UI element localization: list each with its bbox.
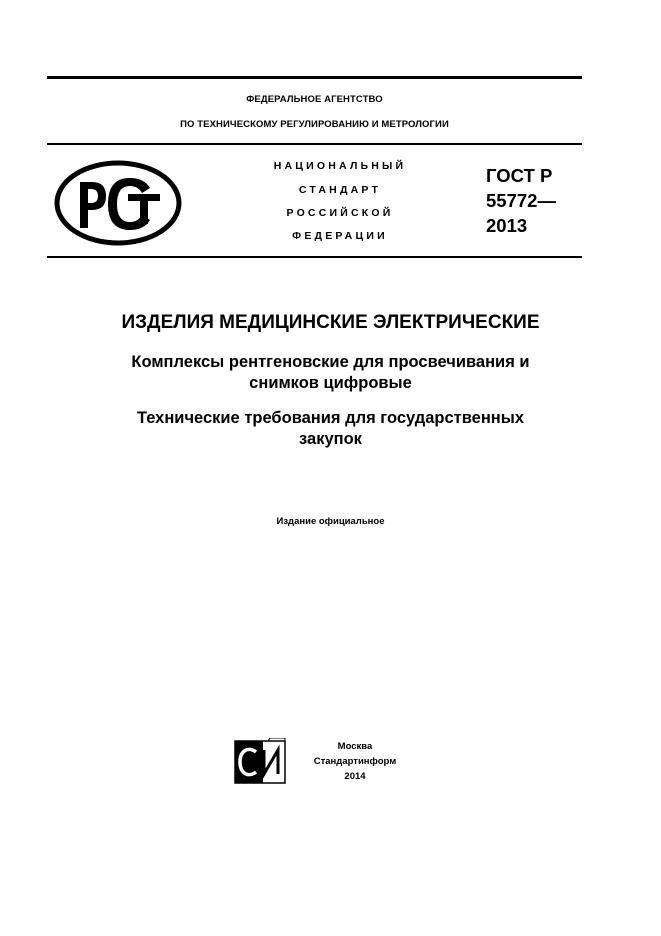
middle-rule <box>47 143 582 145</box>
subtitle-1-line-1: Комплексы рентгеновские для просвечивания и <box>131 353 530 371</box>
standard-line-2: СТАНДАРТ <box>298 184 382 196</box>
document-subtitle-2 <box>47 408 614 450</box>
document-main-title: ИЗДЕЛИЯ МЕДИЦИНСКИЕ ЭЛЕКТРИЧЕСКИЕ <box>121 312 540 333</box>
publisher-name: Стандартинформ <box>313 756 397 767</box>
standartinform-logo-icon <box>234 738 286 784</box>
publisher-city: Москва <box>337 741 373 752</box>
gost-line-3: 2013 <box>486 215 528 236</box>
agency-line-1: ФЕДЕРАЛЬНОЕ АГЕНТСТВО <box>246 94 383 105</box>
standard-line-3: РОССИЙСКОЙ <box>286 207 394 219</box>
bottom-rule <box>47 256 582 258</box>
edition-label: Издание официальное <box>276 516 385 527</box>
subtitle-2-line-2: закупок <box>299 430 362 448</box>
gost-line-1: ГОСТ Р <box>486 165 553 186</box>
subtitle-2-line-1: Технические требования для государственных <box>136 409 525 427</box>
rst-certification-logo-icon <box>54 160 182 246</box>
gost-number <box>486 163 582 238</box>
agency-line-2: ПО ТЕХНИЧЕСКОМУ РЕГУЛИРОВАНИЮ И МЕТРОЛОГИИ <box>180 119 449 130</box>
gost-line-2: 55772— <box>486 190 556 211</box>
publisher-year: 2014 <box>344 771 366 782</box>
document-subtitle-1 <box>47 352 614 394</box>
top-rule <box>47 76 582 79</box>
subtitle-1-line-2: снимков цифровые <box>249 374 412 392</box>
standard-line-1: НАЦИОНАЛЬНЫЙ <box>273 160 407 172</box>
standard-line-4: ФЕДЕРАЦИИ <box>292 230 388 242</box>
